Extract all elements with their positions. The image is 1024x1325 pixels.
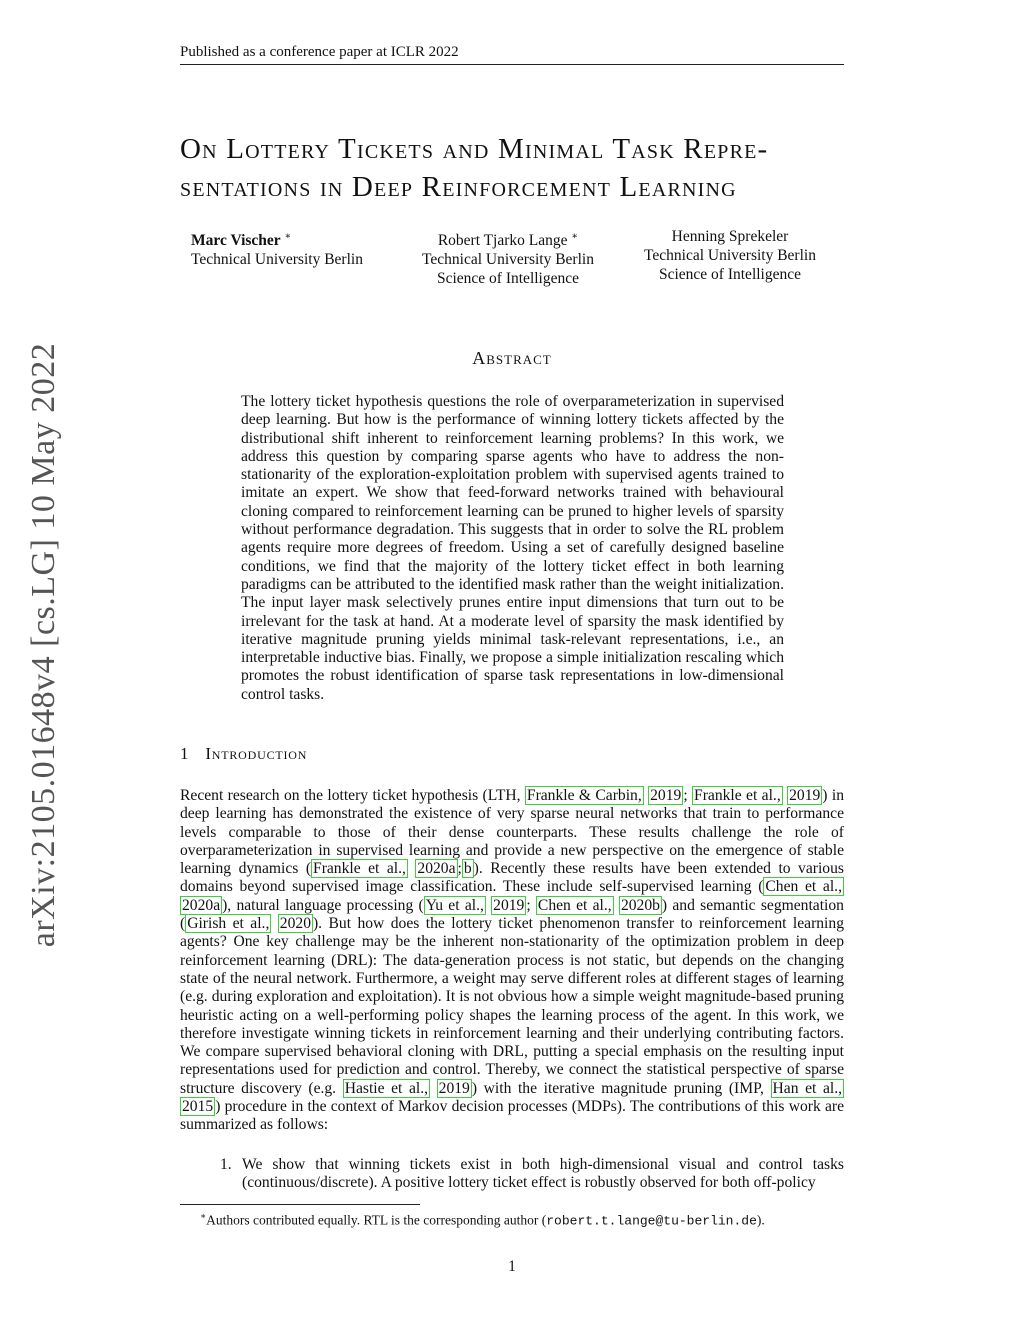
abstract-heading: Abstract — [472, 348, 552, 368]
equal-contribution-mark: ∗ — [284, 231, 292, 242]
citation-year-link[interactable]: 2019 — [493, 896, 525, 914]
email-link[interactable]: robert.t.lange@tu-berlin.de — [546, 1213, 757, 1229]
intro-text: ). Recently these results have been extended to various domains beyond supervised image classification. These include self-supervised learning ( — [180, 860, 844, 896]
author-name: Marc Vischer — [191, 232, 281, 250]
paper-title-line1: On Lottery Tickets and Minimal Task Repre- — [180, 133, 769, 165]
citation-year-link[interactable]: 2020a — [182, 896, 221, 914]
footnote-divider — [180, 1204, 420, 1205]
author-3 — [635, 227, 825, 284]
abstract-body: The lottery ticket hypothesis questions the role of overparameterization in supervised deep learning. But how is the performance of winning lottery tickets affected by the distributional shift inherent to reinforcement learning problems? In this work, we address this question by comparing sparse agents who have to address the non-stationarity of the exploration-exploitation problem with supervised agents trained to imitate an expert. We show that feed-forward networks trained with behavioural cloning compared to reinforcement learning can be pruned to higher levels of sparsity without performance degradation. This suggests that in order to solve the RL problem agents require more degrees of freedom. Using a set of carefully designed baseline conditions, we find that the majority of the lottery ticket effect in both learning paradigms can be attributed to the identified mask rather than the weight initialization. The input layer mask selectively prunes entire input dimensions that turn out to be irrelevant for the task at hand. At a moderate level of sparsity the mask identified by iterative magnitude pruning yields minimal task-relevant representations, i.e., an interpretable inductive bias. Finally, we propose a simple initialization rescaling which promotes the robust identification of sparse task representations in low-dimensional control tasks. — [241, 393, 784, 703]
section-heading-introduction — [180, 744, 307, 764]
citation-link[interactable]: Frankle et al., — [313, 860, 406, 878]
citation-link[interactable]: Girish et al., — [187, 915, 270, 933]
equal-contribution-mark: ∗ — [571, 231, 579, 242]
citation-year-link[interactable]: 2019 — [438, 1079, 470, 1097]
running-head: Published as a conference paper at ICLR 2022 — [180, 44, 844, 65]
arxiv-identifier — [20, 342, 68, 948]
list-item-marker: 1. — [220, 1156, 232, 1173]
author-affiliation: Technical University Berlin — [422, 251, 594, 269]
footnote-text: Authors contributed equally. RTL is the corresponding author ( — [206, 1212, 547, 1228]
citation-link[interactable]: Frankle & Carbin, — [526, 787, 642, 804]
intro-text: in deep learning has demonstrated the existence of very sparse neural networks that train to performance levels comparable to those of their dense counterparts. These results challenge the role of overparameterization in supervised learning and provide a new perspective on the emergence of stable learning dynamics ( — [180, 787, 844, 878]
intro-text: with the iterative magnitude pruning (IMP, — [483, 1079, 764, 1097]
author-name: Robert Tjarko Lange — [437, 232, 568, 250]
intro-text: ). But how does the lottery ticket phenomenon transfer to reinforcement learning agents? One key challenge may be the inherent non-stationarity of the optimization problem in deep reinforcement learning (DRL): The data-generation process is not static, but depends on the changing state of the neural network. Furthermore, a weight may serve different roles at different stages of learning (e.g. during exploration and exploitation). It is not obvious how a simple weight magnitude-based pruning heuristic acting on a well-performing policy shapes the learning process of the agent. In this work, we therefore investigate winning tickets in reinforcement learning and their underlying contributing factors. We compare supervised behavioral cloning with DRL, putting a special emphasis on the resulting input representations used for prediction and control. Thereby, we connect the statistical perspective of sparse structure discovery (e.g. — [180, 915, 844, 1097]
citation-link[interactable]: Chen et al., — [765, 878, 842, 896]
author-name: Henning Sprekeler — [671, 228, 789, 245]
author-affiliation: Technical University Berlin — [191, 251, 363, 269]
section-title: Introduction — [205, 744, 308, 763]
citation-year-link[interactable]: 2020a — [417, 860, 456, 878]
author-1 — [191, 227, 363, 269]
footnote-mark: ∗ — [200, 1211, 207, 1221]
footnote — [180, 1208, 844, 1230]
citation-year-link[interactable]: b — [463, 860, 472, 878]
citation-link[interactable]: Frankle et al., — [694, 787, 781, 804]
citation-link[interactable]: Yu et al., — [425, 896, 484, 914]
introduction-paragraph: Recent research on the lottery ticket hypothesis (LTH, Frankle & Carbin, 2019 ; Frankle et al., 2019 ) in deep learning has demonstrated the existence of very sparse neural networks that train to performance levels comparable to those of their dense counterparts. These results challenge the role of overparameterization in supervised learning and provide a new perspective on the emergence of stable learning dynamics ( Frankle et al., 2020a ; b ). Recently these results have been extended to various domains beyond supervised image classification. These include self-supervised learning ( Chen et al., 2020a ), natural language processing ( Yu et al., 2019 ; Chen et al., 2020b ) and semantic segmentation ( Girish et al., 2020 ). But how does the lottery ticket phenomenon transfer to reinforcement learning agents? One key challenge may be the inherent non-stationarity of the optimization problem in deep reinforcement learning (DRL): The data-generation process is not static, but depends on the changing state of the neural network. Furthermore, a weight may serve different roles at different stages of learning (e.g. during exploration and exploitation). It is not obvious how a simple weight magnitude-based pruning heuristic acting on a well-performing policy shapes the learning process of the agent. In this work, we therefore investigate winning tickets in reinforcement learning and their underlying contributing factors. We compare supervised behavioral cloning with DRL, putting a special emphasis on the resulting input representations used for prediction and control. Thereby, we connect the statistical perspective of sparse structure discovery (e.g. Hastie et al., 2019 ) with the iterative magnitude pruning (IMP, Han et al., 2015 ) procedure in the context of Markov decision processes (MDPs). The contributions of this work are summarized as follows: — [180, 787, 844, 1134]
author-affiliation-secondary: Science of Intelligence — [436, 270, 579, 288]
author-block — [180, 227, 844, 287]
list-item-text: We show that winning tickets exist in both high-dimensional visual and control tasks (continuous/discrete). A positive lottery ticket effect is robustly observed for both off-policy — [242, 1156, 844, 1192]
citation-link[interactable]: Han et al., — [772, 1079, 843, 1097]
author-affiliation: Technical University Berlin — [644, 247, 816, 264]
page-number: 1 — [508, 1258, 516, 1275]
citation-year-link[interactable]: 2019 — [789, 787, 821, 804]
intro-text: procedure in the context of Markov decision processes (MDPs). The contributions of this work are summarized as follows: — [180, 1098, 844, 1134]
intro-text: Recent research on the lottery ticket hypothesis (LTH, — [180, 787, 521, 804]
intro-text: ), natural language processing ( — [222, 896, 424, 914]
author-2 — [413, 227, 603, 288]
intro-text: ) and semantic segmentation ( — [180, 896, 844, 933]
list-item — [220, 1156, 844, 1193]
citation-link[interactable]: Hastie et al., — [344, 1079, 429, 1097]
section-number: 1 — [180, 744, 190, 763]
citation-link[interactable]: Chen et al., — [537, 896, 612, 914]
citation-year-link[interactable]: 2020 — [279, 915, 311, 933]
contributions-list — [220, 1156, 844, 1193]
footnote-end: ). — [756, 1212, 765, 1228]
arxiv-identifier-text: arXiv:2105.01648v4 [cs.LG] 10 May 2022 — [25, 342, 63, 948]
citation-year-link[interactable]: 2019 — [650, 787, 682, 804]
author-affiliation-secondary: Science of Intelligence — [658, 266, 801, 283]
citation-year-link[interactable]: 2015 — [182, 1098, 214, 1116]
paper-title — [180, 130, 850, 206]
citation-year-link[interactable]: 2020b — [620, 896, 660, 914]
paper-title-line2: sentations in Deep Reinforcement Learning — [180, 171, 737, 203]
